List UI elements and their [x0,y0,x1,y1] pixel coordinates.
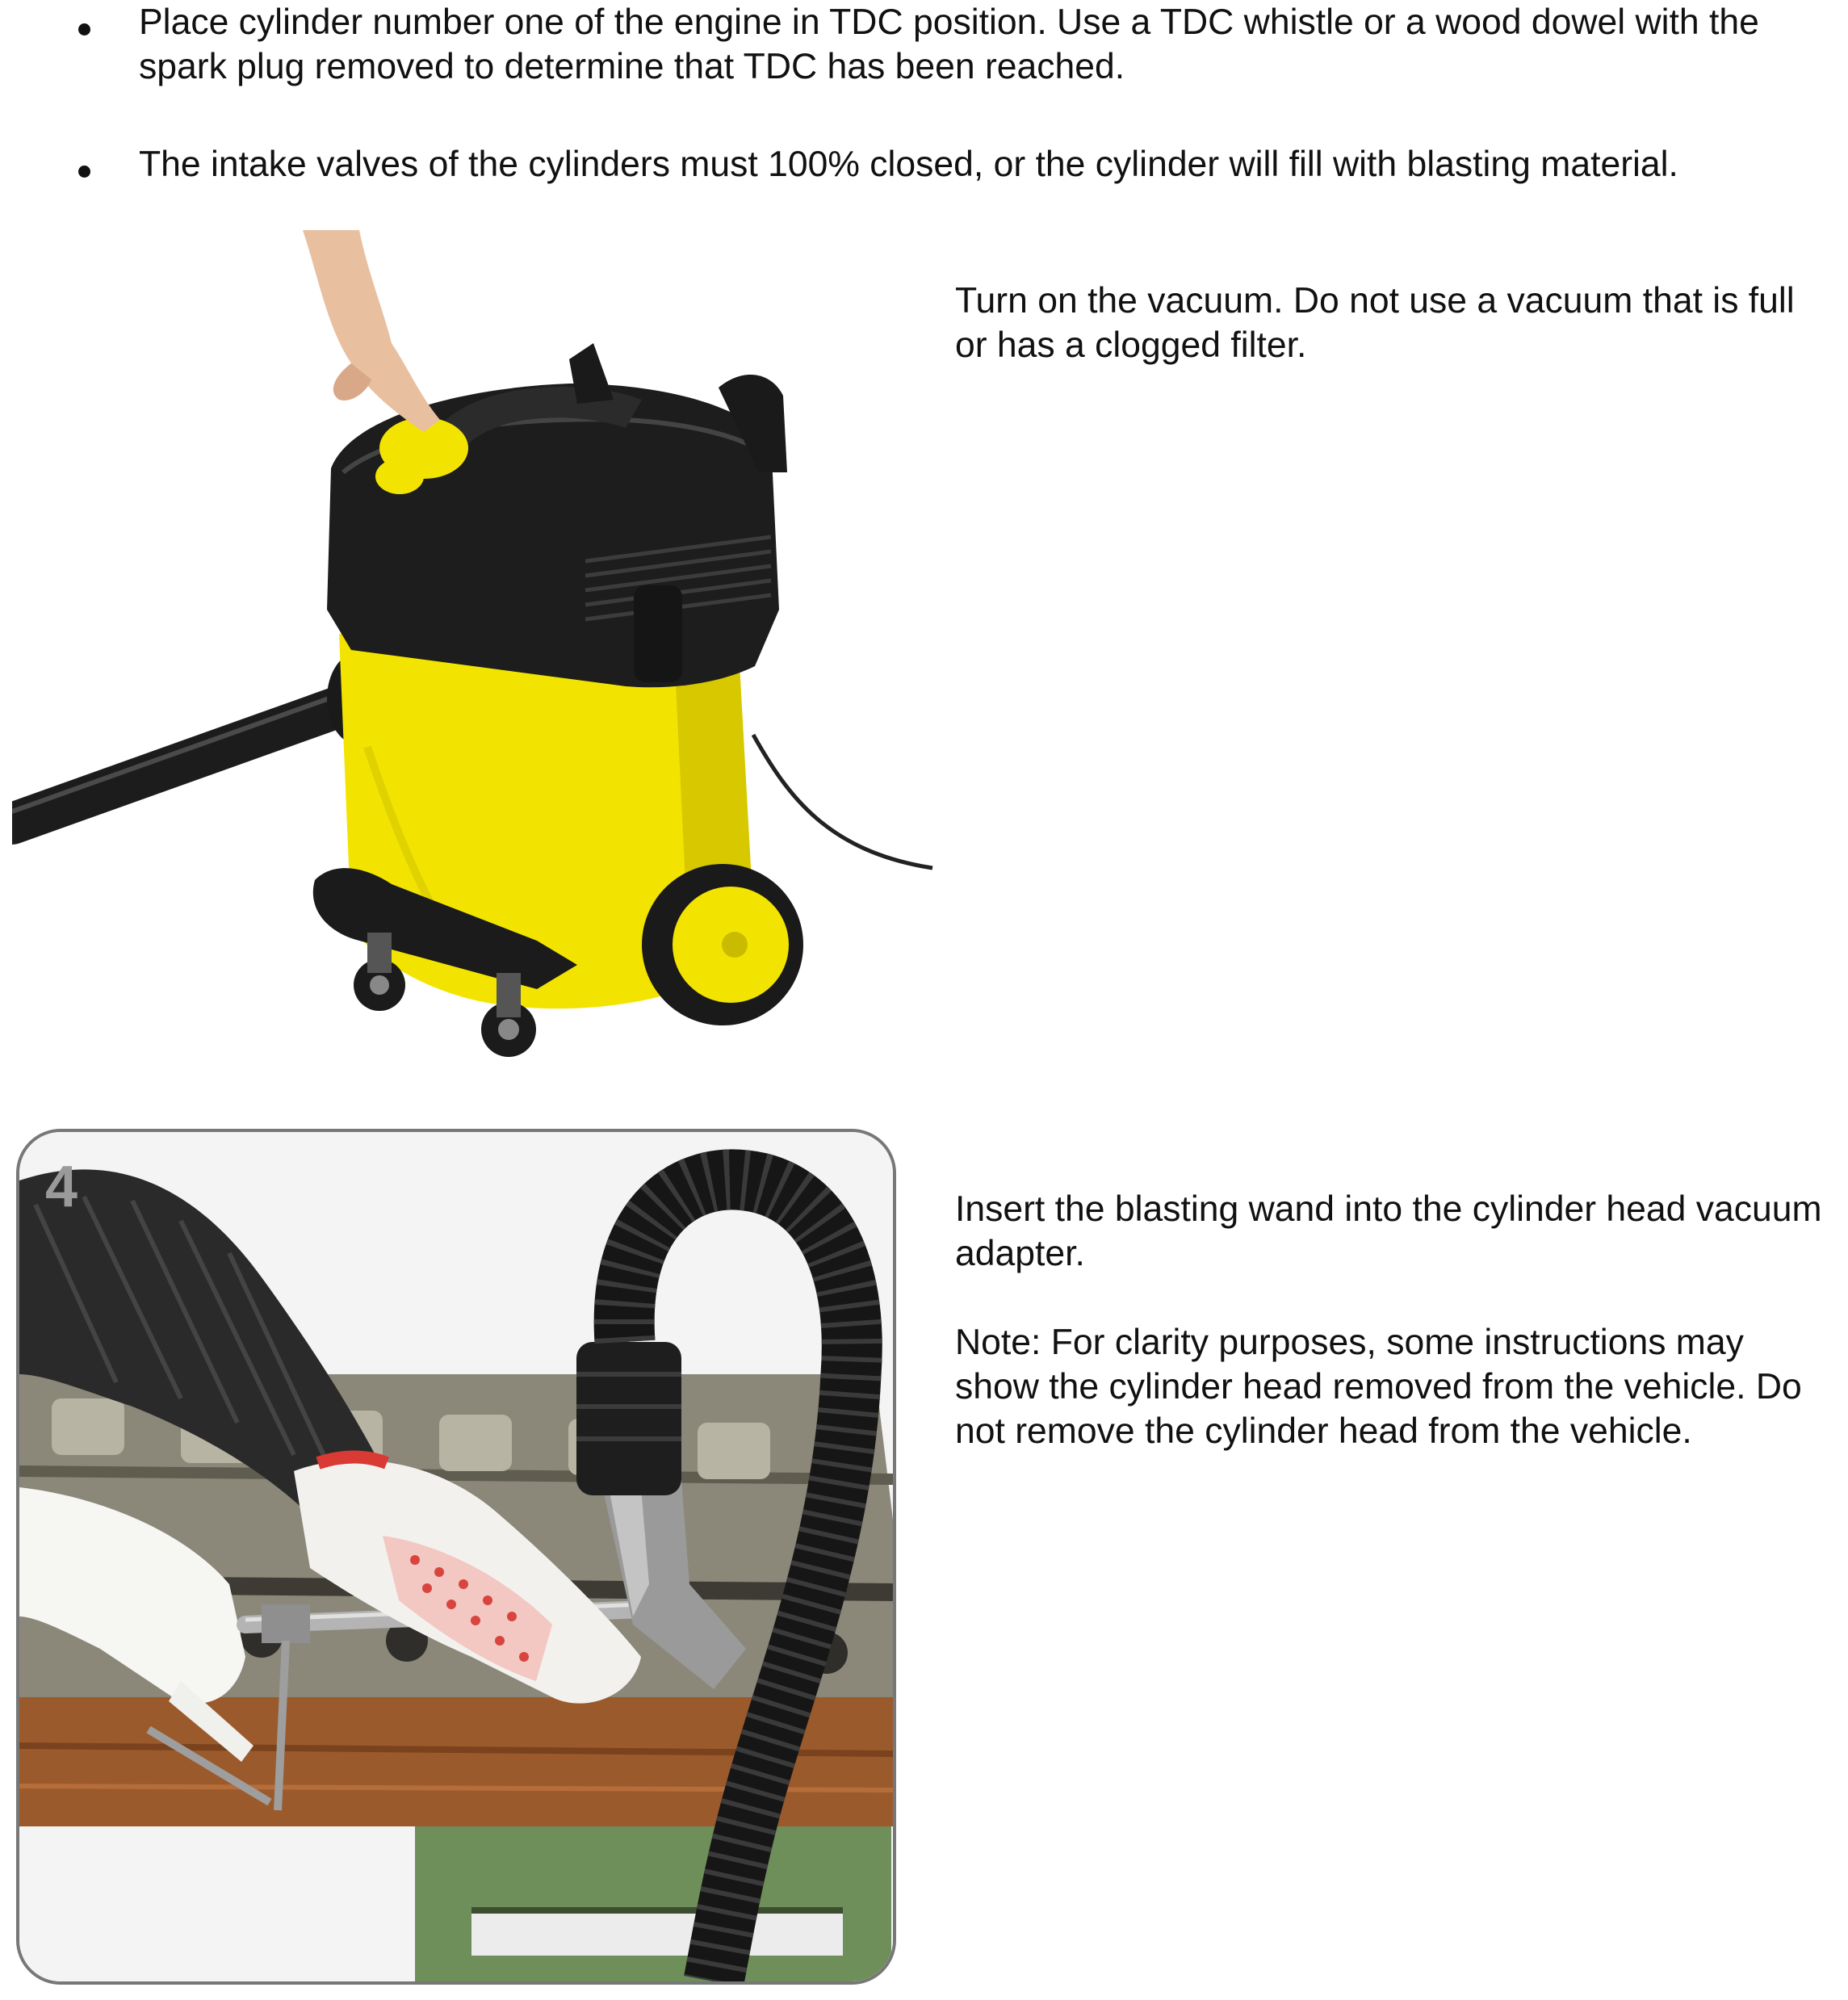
bullet-dot-icon [78,166,90,178]
step-wand-instruction [955,1187,1835,1453]
bullet-text: The intake valves of the cylinders must 100% closed, or the cylinder will fill with blasting material. [139,145,1678,184]
clarity-note: Note: For clarity purposes, some instructions may show the cylinder head removed from the vehicle. Do not remove the cylinder head from the vehicle. [955,1323,1802,1451]
instruction-text: Insert the blasting wand into the cylinder head vacuum adapter. [955,1189,1822,1273]
vacuum-photo [12,230,941,1098]
blasting-wand-photo [16,1129,896,1985]
bullet-dot-icon [78,23,90,36]
step-vacuum-instruction [955,279,1835,367]
bullet-text: Place cylinder number one of the engine in TDC position. Use a TDC whistle or a wood dowel with the spark plug removed to determine that TDC has been reached. [139,2,1759,86]
instruction-text: Turn on the vacuum. Do not use a vacuum that is full or has a clogged filter. [955,281,1795,365]
photo-step-number: 4 [45,1155,78,1219]
